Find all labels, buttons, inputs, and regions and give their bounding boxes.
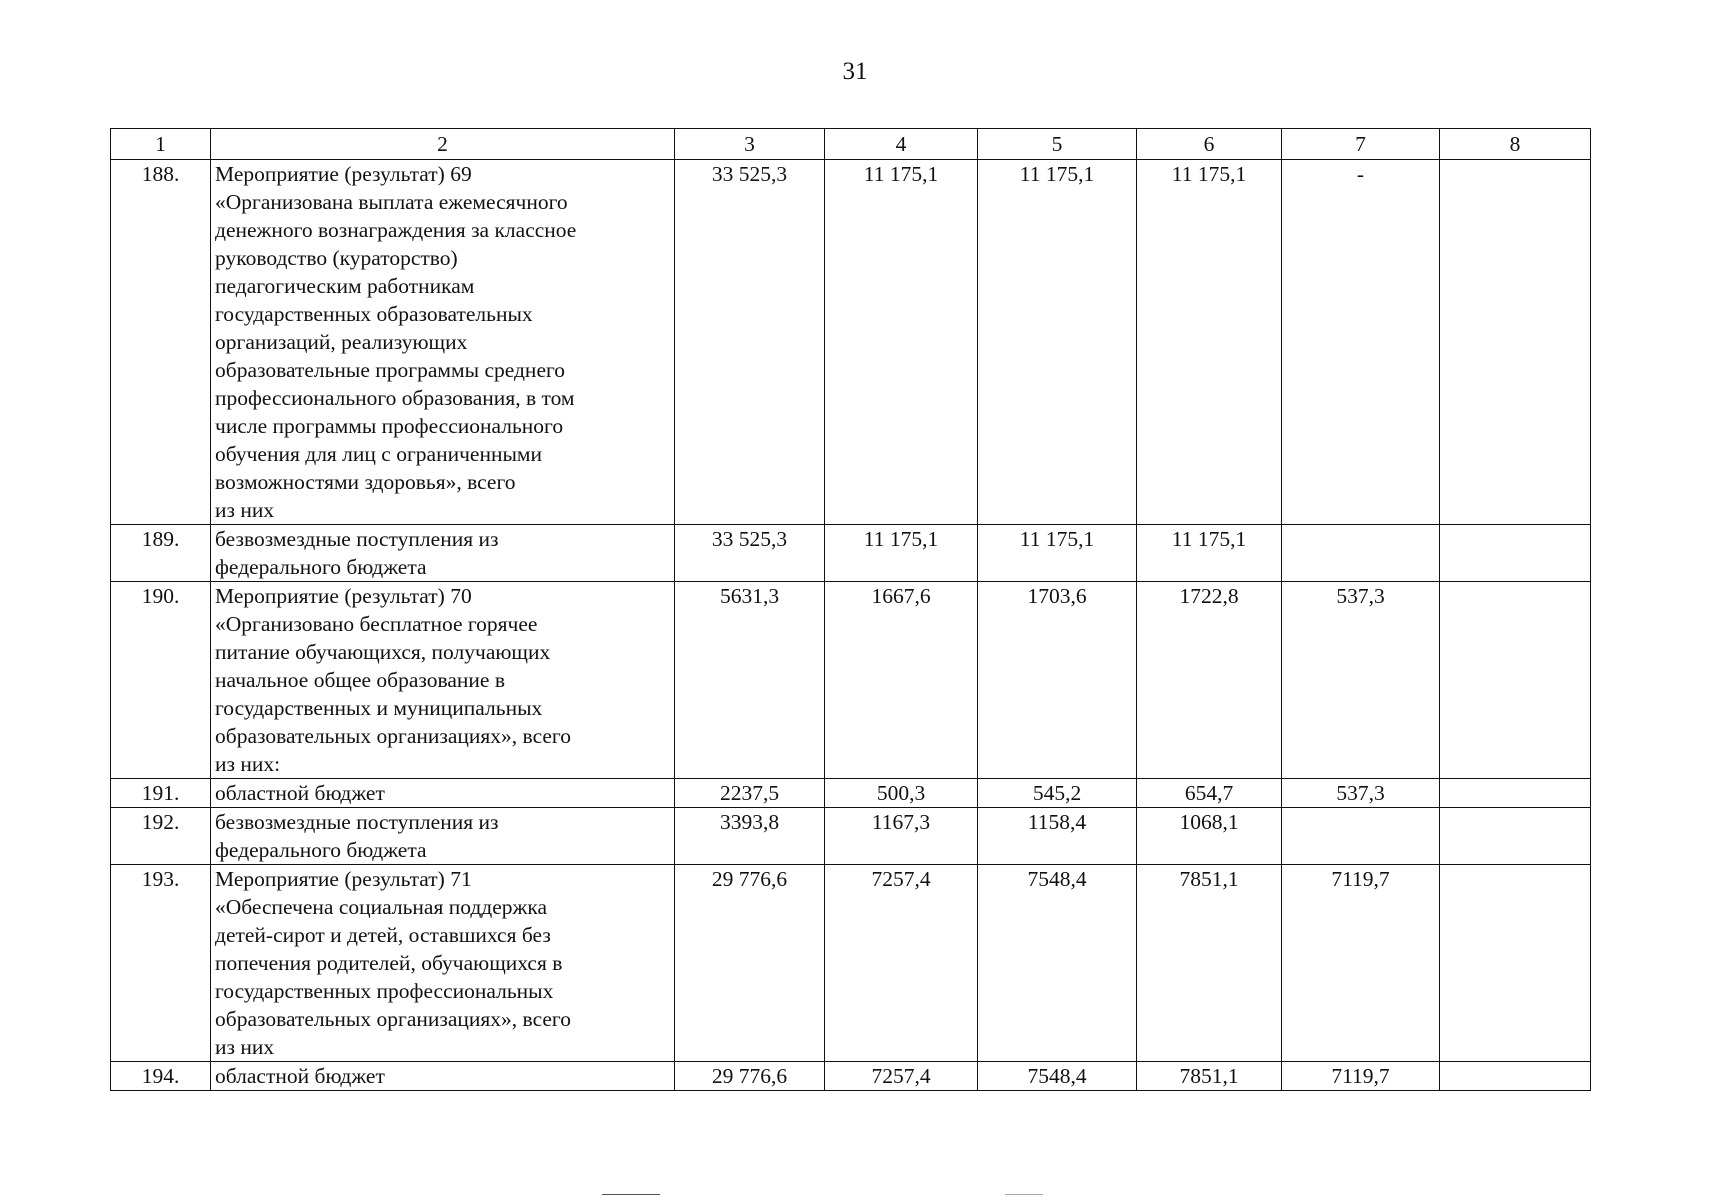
value-col-4: 7257,4	[825, 1062, 978, 1091]
table-row	[111, 1062, 1591, 1091]
value-col-3: 5631,3	[675, 582, 825, 779]
value-col-3: 2237,5	[675, 779, 825, 808]
header-cell: 7	[1282, 129, 1440, 160]
value-col-5: 11 175,1	[978, 160, 1137, 525]
value-col-7	[1282, 525, 1440, 582]
row-number: 189.	[111, 525, 211, 582]
value-col-6: 654,7	[1137, 779, 1282, 808]
header-cell: 1	[111, 129, 211, 160]
header-cell: 3	[675, 129, 825, 160]
row-number: 192.	[111, 808, 211, 865]
value-col-4: 11 175,1	[825, 525, 978, 582]
value-col-8	[1440, 582, 1591, 779]
table-row	[111, 525, 1591, 582]
row-number: 191.	[111, 779, 211, 808]
value-col-5: 545,2	[978, 779, 1137, 808]
value-col-4: 500,3	[825, 779, 978, 808]
row-description: безвозмездные поступления из федерального бюджета	[211, 808, 675, 865]
value-col-8	[1440, 779, 1591, 808]
header-cell: 5	[978, 129, 1137, 160]
value-col-7: 7119,7	[1282, 1062, 1440, 1091]
value-col-5: 7548,4	[978, 1062, 1137, 1091]
value-col-3: 29 776,6	[675, 865, 825, 1062]
row-number: 193.	[111, 865, 211, 1062]
budget-table	[110, 128, 1591, 1091]
value-col-8	[1440, 1062, 1591, 1091]
table-row	[111, 865, 1591, 1062]
value-col-6: 7851,1	[1137, 865, 1282, 1062]
value-col-6: 11 175,1	[1137, 160, 1282, 525]
row-number: 188.	[111, 160, 211, 525]
value-col-8	[1440, 160, 1591, 525]
row-description: областной бюджет	[211, 779, 675, 808]
value-col-7: 537,3	[1282, 582, 1440, 779]
row-number: 190.	[111, 582, 211, 779]
value-col-8	[1440, 525, 1591, 582]
header-cell: 8	[1440, 129, 1591, 160]
value-col-6: 1068,1	[1137, 808, 1282, 865]
header-cell: 6	[1137, 129, 1282, 160]
header-cell: 4	[825, 129, 978, 160]
value-col-3: 33 525,3	[675, 160, 825, 525]
value-col-3: 29 776,6	[675, 1062, 825, 1091]
value-col-7: 7119,7	[1282, 865, 1440, 1062]
table-row	[111, 808, 1591, 865]
row-number: 194.	[111, 1062, 211, 1091]
header-row	[111, 129, 1591, 160]
value-col-4: 7257,4	[825, 865, 978, 1062]
row-description: безвозмездные поступления из федерального бюджета	[211, 525, 675, 582]
value-col-6: 1722,8	[1137, 582, 1282, 779]
row-description: областной бюджет	[211, 1062, 675, 1091]
table-row	[111, 779, 1591, 808]
table-row	[111, 160, 1591, 525]
value-col-5: 7548,4	[978, 865, 1137, 1062]
value-col-3: 33 525,3	[675, 525, 825, 582]
value-col-5: 11 175,1	[978, 525, 1137, 582]
value-col-8	[1440, 808, 1591, 865]
value-col-4: 11 175,1	[825, 160, 978, 525]
value-col-8	[1440, 865, 1591, 1062]
value-col-3: 3393,8	[675, 808, 825, 865]
header-cell: 2	[211, 129, 675, 160]
row-description: Мероприятие (результат) 70 «Организовано бесплатное горячее питание обучающихся, получающих начальное общее образование в государственных и муниципальных образовательных организациях», всего из них:	[211, 582, 675, 779]
value-col-6: 7851,1	[1137, 1062, 1282, 1091]
footer-mark	[1005, 1194, 1043, 1195]
value-col-7: 537,3	[1282, 779, 1440, 808]
value-col-7: -	[1282, 160, 1440, 525]
value-col-6: 11 175,1	[1137, 525, 1282, 582]
row-description: Мероприятие (результат) 69 «Организована выплата ежемесячного денежного вознаграждения за классное руководство (кураторство) педагогическим работникам государственных образовательных организаций, реализующих образовательные программы среднего профессионального образования, в том числе программы профессионального обучения для лиц с ограниченными возможностями здоровья», всего из них	[211, 160, 675, 525]
value-col-5: 1703,6	[978, 582, 1137, 779]
value-col-4: 1167,3	[825, 808, 978, 865]
value-col-5: 1158,4	[978, 808, 1137, 865]
value-col-4: 1667,6	[825, 582, 978, 779]
table-row	[111, 582, 1591, 779]
row-description: Мероприятие (результат) 71 «Обеспечена социальная поддержка детей-сирот и детей, оставшихся без попечения родителей, обучающихся в государственных профессиональных образовательных организациях», всего из них	[211, 865, 675, 1062]
value-col-7	[1282, 808, 1440, 865]
page-number: 31	[842, 58, 868, 85]
footer-mark	[602, 1194, 660, 1195]
